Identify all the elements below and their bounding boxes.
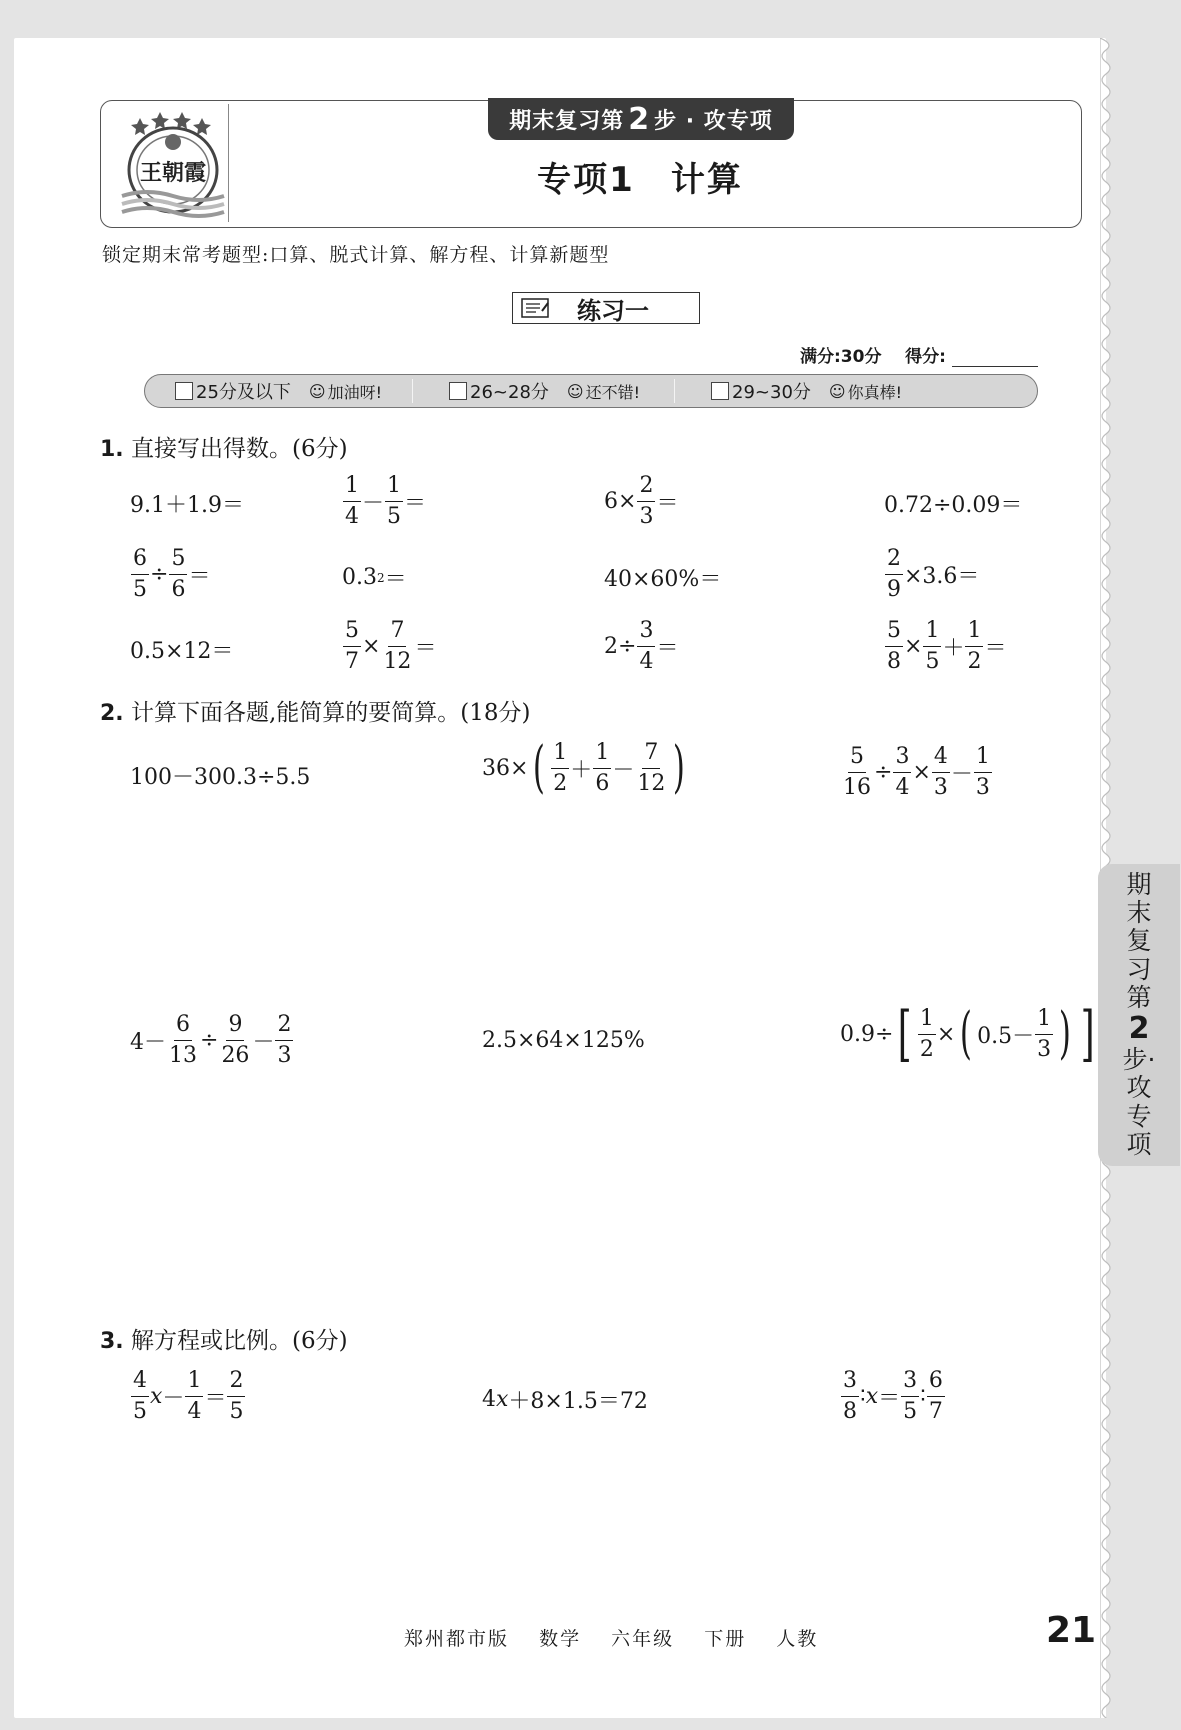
- rating-item-mid: [449, 375, 640, 407]
- q1-expr-10: $\frac{5}{7}$ × $\frac{7}{12}$ ＝: [345, 618, 437, 674]
- smiley-icon: ☺: [308, 381, 326, 401]
- q1-expr-12: $\frac{5}{8}$ × $\frac{1}{5}$ ＋ $\frac{1}{2}$ ＝: [887, 618, 1007, 674]
- footer-item: 六年级: [611, 1628, 675, 1650]
- rating-checkbox[interactable]: [711, 382, 729, 400]
- q1-expr-8: $\frac{2}{9}$ ×3.6＝: [887, 546, 980, 602]
- q2-expr-2: 36× ( $\frac{1}{2}$ ＋ $\frac{1}{6}$ － $\frac{7}{12}$ ): [482, 735, 686, 800]
- rating-checkbox[interactable]: [449, 382, 467, 400]
- score-line: [800, 342, 1038, 367]
- side-tab-char: 专: [1126, 1101, 1152, 1131]
- smiley-icon: ☺: [828, 381, 846, 401]
- footer-item: 人教: [776, 1628, 819, 1650]
- rating-praise: 加油呀!: [327, 382, 383, 402]
- side-section-tab: [1098, 864, 1180, 1166]
- side-tab-char: 攻: [1126, 1073, 1152, 1103]
- question-text: 计算下面各题,能简算的要简算。(18分): [123, 700, 531, 726]
- rating-range: 25分及以下: [196, 382, 291, 403]
- rating-divider: [412, 379, 413, 403]
- side-tab-char: 习: [1126, 954, 1152, 984]
- q2-expr-4: 4－ $\frac{6}{13}$ ÷ $\frac{9}{26}$ － $\frac{2}{3}$: [130, 1012, 292, 1068]
- q2-expr-3: $\frac{5}{16}$ ÷ $\frac{3}{4}$ × $\frac{4}{3}$ － $\frac{1}{3}$: [843, 744, 990, 800]
- rating-bar: [144, 374, 1038, 408]
- footer-item: 郑州都市版: [404, 1628, 510, 1650]
- logo-text: 王朝霞: [139, 160, 207, 186]
- q3-expr-2: 4 x ＋8×1.5＝72: [482, 1387, 648, 1414]
- question-text: 解方程或比例。(6分): [123, 1328, 348, 1354]
- score-blank[interactable]: [952, 350, 1038, 367]
- rating-checkbox[interactable]: [175, 382, 193, 400]
- full-score-label: 满分:30分: [800, 347, 882, 367]
- question-2-title: [100, 694, 531, 727]
- q1-expr-2: $\frac{1}{4}$ － $\frac{1}{5}$ ＝: [345, 473, 427, 529]
- side-tab-char: 末: [1126, 898, 1152, 928]
- page-sheet: [14, 38, 1106, 1718]
- q1-expr-4: 0.72÷0.09＝: [884, 493, 1023, 518]
- q2-expr-5: 2.5×64×125%: [482, 1028, 645, 1053]
- rating-item-high: [711, 375, 902, 407]
- question-number: 2.: [100, 701, 124, 726]
- page-number: 21: [1046, 1610, 1097, 1651]
- practice-label-box: [512, 292, 700, 324]
- side-tab-char: 步·: [1122, 1045, 1156, 1075]
- publisher-logo: [118, 104, 228, 222]
- question-number: 3.: [100, 1329, 124, 1354]
- section-title: 专项1 计算: [537, 160, 743, 200]
- rating-item-low: [175, 375, 382, 407]
- q2-expr-6: 0.9÷ [ $\frac{1}{2}$ × ( 0.5－ $\frac{1}{3}$ ) ]: [840, 999, 1095, 1069]
- q1-expr-9: 0.5×12＝: [130, 639, 234, 664]
- step-number: 2: [628, 101, 651, 137]
- rating-praise: 你真棒!: [847, 382, 903, 402]
- practice-label: 练习一: [577, 296, 649, 325]
- rating-praise: 还不错!: [585, 382, 641, 402]
- q2-expr-1: 100－300.3÷5.5: [130, 765, 311, 790]
- step-prefix: 期末复习第: [509, 108, 625, 134]
- rating-divider: [674, 379, 675, 403]
- question-text: 直接写出得数。(6分): [123, 436, 348, 462]
- q3-expr-1: $\frac{4}{5}$ x － $\frac{1}{4}$ ＝ $\frac{2}{5}$: [133, 1368, 244, 1424]
- footer-item: 数学: [539, 1628, 582, 1650]
- header-divider: [228, 104, 229, 222]
- q1-expr-7: 40×60%＝: [604, 567, 722, 592]
- side-tab-char: 项: [1126, 1129, 1152, 1159]
- q1-expr-6: 0.3 2 ＝: [342, 565, 407, 592]
- q1-expr-1: 9.1＋1.9＝: [130, 493, 244, 518]
- footer: [404, 1624, 840, 1651]
- side-tab-char: 期: [1126, 869, 1152, 899]
- got-score-label: 得分:: [905, 347, 946, 367]
- step-tab: [488, 98, 794, 140]
- rating-range: 26~28分: [470, 382, 549, 403]
- step-suffix: 步 · 攻专项: [654, 108, 773, 134]
- rating-range: 29~30分: [732, 382, 811, 403]
- question-1-title: [100, 430, 348, 463]
- smiley-icon: ☺: [566, 381, 584, 401]
- question-number: 1.: [100, 437, 124, 462]
- question-3-title: [100, 1322, 348, 1355]
- side-tab-char: 复: [1126, 926, 1152, 956]
- side-tab-number: 2: [1128, 1011, 1150, 1047]
- notebook-icon: [521, 297, 551, 319]
- side-tab-char: 第: [1126, 982, 1152, 1012]
- q3-expr-3: $\frac{3}{8}$ ∶ x ＝ $\frac{3}{5}$ ∶ $\frac{6}{7}$: [843, 1368, 943, 1424]
- q1-expr-5: $\frac{6}{5}$ ÷ $\frac{5}{6}$ ＝: [133, 546, 211, 602]
- footer-item: 下册: [704, 1628, 747, 1650]
- q1-expr-3: 6× $\frac{2}{3}$ ＝: [604, 473, 679, 529]
- subtitle: 锁定期末常考题型:口算、脱式计算、解方程、计算新题型: [102, 244, 610, 266]
- q1-expr-11: 2÷ $\frac{3}{4}$ ＝: [604, 618, 679, 674]
